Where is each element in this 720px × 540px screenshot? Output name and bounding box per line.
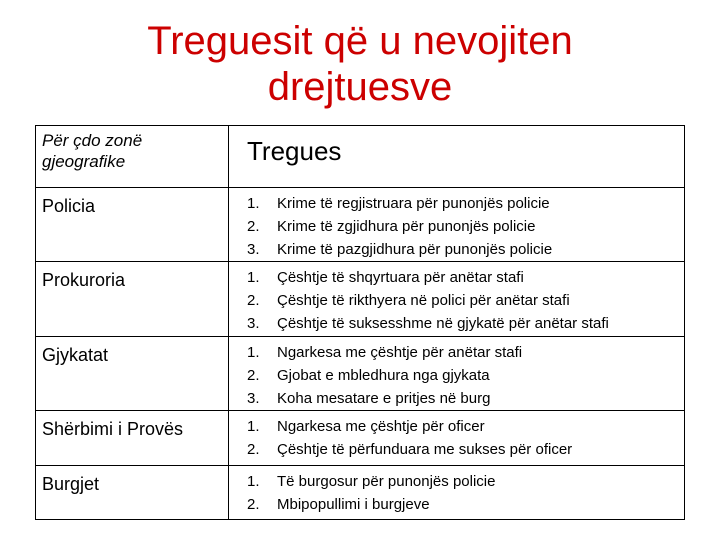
indicator-list	[229, 262, 685, 337]
item-number: 2.	[247, 218, 260, 235]
item-number: 1.	[247, 195, 260, 212]
title-line-1: Treguesit që u nevojiten	[147, 19, 573, 63]
list-item	[247, 289, 684, 312]
item-number: 2.	[247, 496, 260, 513]
item-text: Krime të zgjidhura për punonjës policie	[277, 218, 536, 235]
indicator-list	[229, 411, 685, 466]
header-indicator-cell: Tregues	[229, 126, 685, 188]
table-row	[36, 262, 685, 337]
region-cell: Gjykatat	[36, 337, 229, 411]
item-text: Koha mesatare e pritjes në burg	[277, 390, 491, 407]
table-row	[36, 188, 685, 262]
item-number: 3.	[247, 241, 260, 258]
list-item	[247, 238, 684, 261]
item-number: 1.	[247, 473, 260, 490]
item-number: 2.	[247, 367, 260, 384]
list-item	[247, 415, 684, 438]
list-item	[247, 192, 684, 215]
item-text: Çështje të përfunduara me sukses për oficer	[277, 441, 573, 458]
region-cell: Shërbimi i Provës	[36, 411, 229, 466]
item-number: 2.	[247, 441, 260, 458]
table-row	[36, 411, 685, 466]
item-text: Çështje të rikthyera në polici për anëtar stafi	[277, 292, 570, 309]
item-number: 1.	[247, 418, 260, 435]
list-item	[247, 387, 684, 410]
list-item	[247, 312, 684, 335]
region-cell: Prokuroria	[36, 262, 229, 337]
item-text: Krime të pazgjidhura për punonjës policie	[277, 241, 553, 258]
table-row	[36, 466, 685, 520]
table-row	[36, 337, 685, 411]
list-item	[247, 470, 684, 493]
item-text: Krime të regjistruara për punonjës policie	[277, 195, 550, 212]
item-text: Ngarkesa me çështje për oficer	[277, 418, 485, 435]
item-text: Çështje të suksesshme në gjykatë për anëtar stafi	[277, 315, 609, 332]
item-text: Të burgosur për punonjës policie	[277, 473, 496, 490]
list-item	[247, 438, 684, 461]
list-item	[247, 493, 684, 516]
item-number: 3.	[247, 390, 260, 407]
header-region-cell: Për çdo zonë gjeografike	[36, 126, 229, 188]
indicators-table	[35, 125, 685, 520]
item-number: 2.	[247, 292, 260, 309]
item-number: 1.	[247, 344, 260, 361]
list-item	[247, 341, 684, 364]
item-text: Gjobat e mbledhura nga gjykata	[277, 367, 490, 384]
item-text: Çështje të shqyrtuara për anëtar stafi	[277, 269, 524, 286]
indicator-list	[229, 466, 685, 520]
list-item	[247, 364, 684, 387]
list-item	[247, 266, 684, 289]
indicator-list	[229, 337, 685, 411]
table-header-row	[36, 126, 685, 188]
list-item	[247, 215, 684, 238]
item-text: Ngarkesa me çështje për anëtar stafi	[277, 344, 523, 361]
item-text: Mbipopullimi i burgjeve	[277, 496, 430, 513]
slide-title	[0, 18, 720, 110]
item-number: 1.	[247, 269, 260, 286]
indicator-list	[229, 188, 685, 262]
item-number: 3.	[247, 315, 260, 332]
title-line-2: drejtuesve	[267, 65, 453, 109]
region-cell: Policia	[36, 188, 229, 262]
region-cell: Burgjet	[36, 466, 229, 520]
